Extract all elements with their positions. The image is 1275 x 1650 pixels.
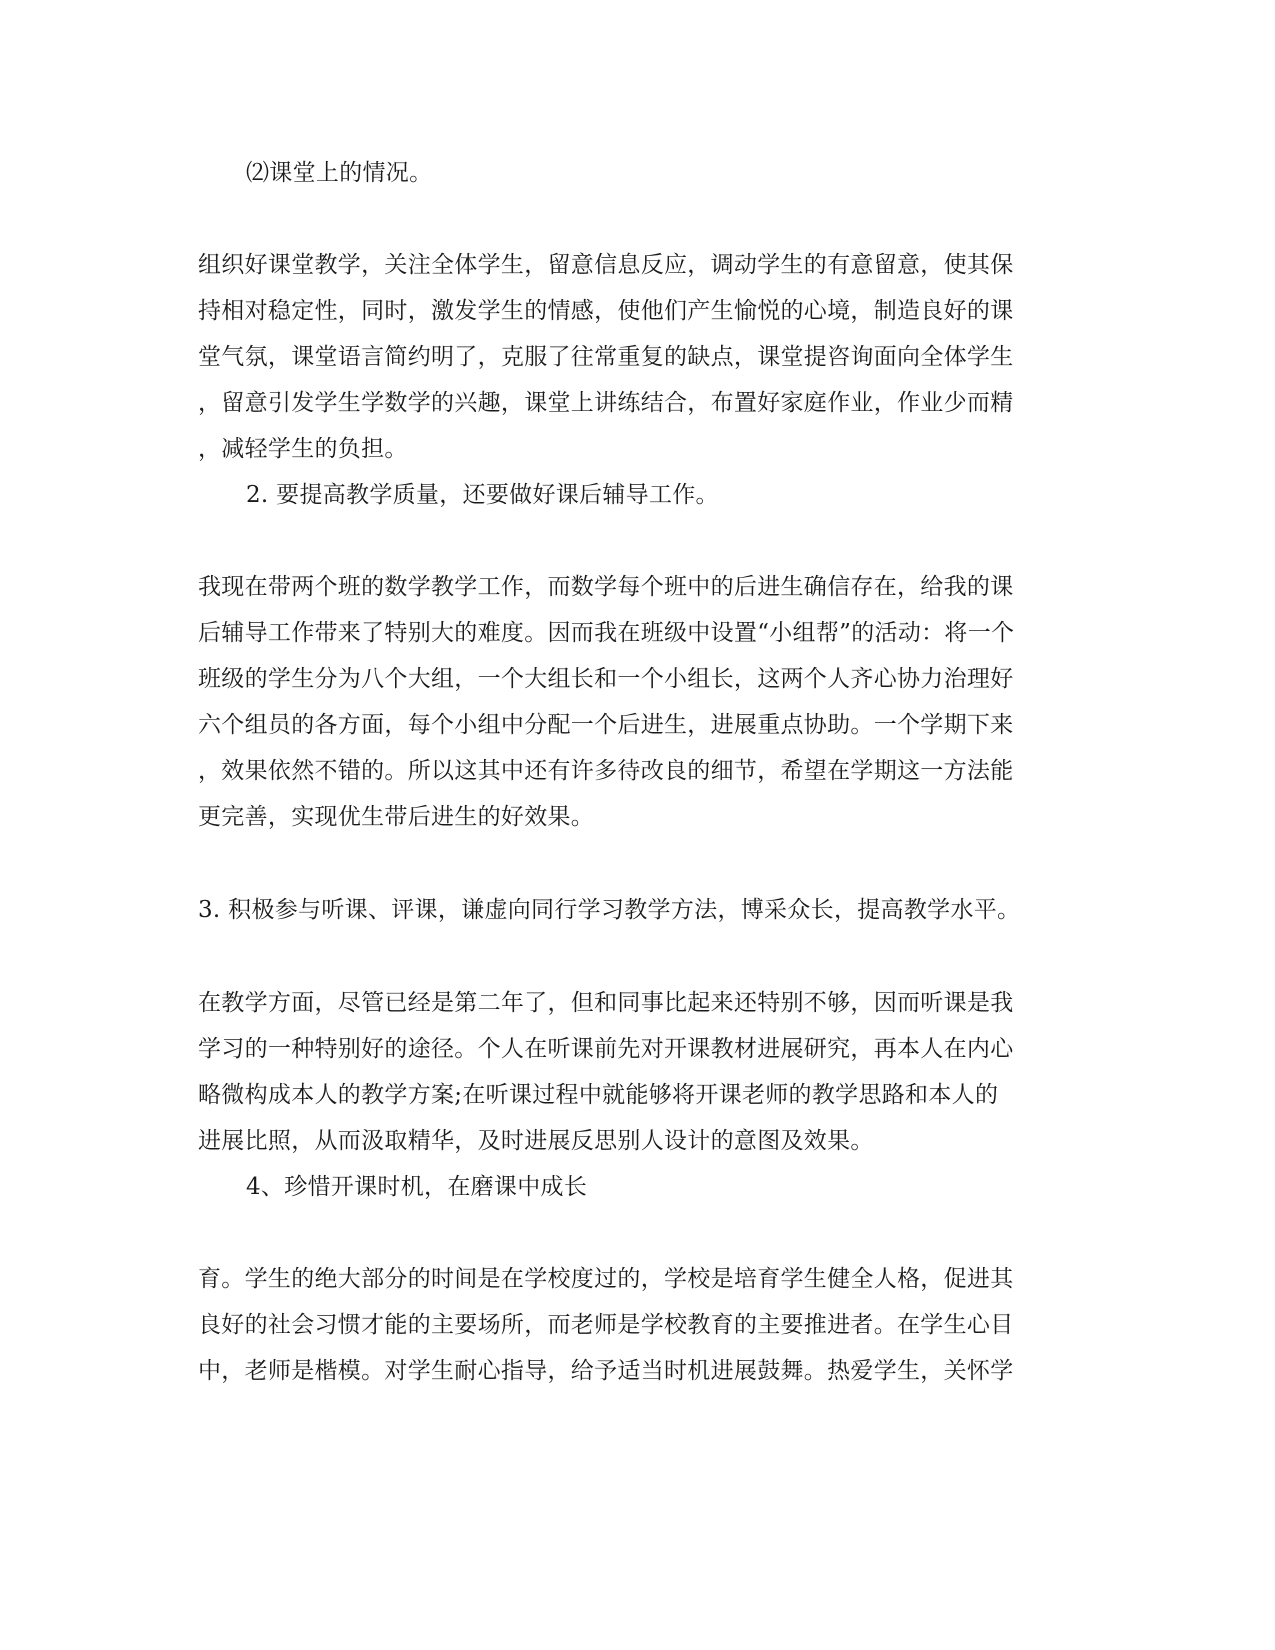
paragraph-line: 良好的社会习惯才能的主要场所，而老师是学校教育的主要推进者。在学生心目 (198, 1312, 1014, 1338)
paragraph-line: 六个组员的各方面，每个小组中分配一个后进生，进展重点协助。一个学期下来 (198, 712, 1014, 738)
paragraph-line: ，留意引发学生学数学的兴趣，课堂上讲练结合，布置好家庭作业，作业少而精 (198, 390, 1014, 416)
paragraph-line: 持相对稳定性，同时，激发学生的情感，使他们产生愉悦的心境，制造良好的课 (198, 298, 1014, 324)
paragraph-line: 我现在带两个班的数学教学工作，而数学每个班中的后进生确信存在，给我的课 (198, 574, 1014, 600)
section-heading-open-class: 4、珍惜开课时机，在磨课中成长 (246, 1174, 588, 1200)
paragraph-line: 育。学生的绝大部分的时间是在学校度过的，学校是培育学生健全人格，促进其 (198, 1266, 1014, 1292)
paragraph-line: ，效果依然不错的。所以这其中还有许多待改良的细节，希望在学期这一方法能 (198, 758, 1014, 784)
paragraph-line: 更完善，实现优生带后进生的好效果。 (198, 804, 595, 830)
section-heading-lesson-observation: 3. 积极参与听课、评课，谦虚向同行学习教学方法，博采众长，提高教学水平。 (198, 897, 1021, 923)
paragraph-line: 学习的一种特别好的途径。个人在听课前先对开课教材进展研究，再本人在内心 (198, 1036, 1014, 1062)
section-heading-classroom: ⑵课堂上的情况。 (246, 160, 433, 186)
paragraph-line: 在教学方面，尽管已经是第二年了，但和同事比起来还特别不够，因而听课是我 (198, 990, 1014, 1016)
paragraph-line: 班级的学生分为八个大组，一个大组长和一个小组长，这两个人齐心协力治理好 (198, 666, 1014, 692)
paragraph-line: 略微构成本人的教学方案;在听课过程中就能够将开课老师的教学思路和本人的 (198, 1082, 999, 1108)
paragraph-line: 堂气氛，课堂语言简约明了，克服了往常重复的缺点，课堂提咨询面向全体学生 (198, 344, 1014, 370)
paragraph-line: 后辅导工作带来了特别大的难度。因而我在班级中设置“小组帮”的活动：将一个 (198, 620, 1015, 646)
section-heading-tutoring: 2. 要提高教学质量，还要做好课后辅导工作。 (246, 482, 719, 508)
paragraph-line: 中，老师是楷模。对学生耐心指导，给予适当时机进展鼓舞。热爱学生，关怀学 (198, 1358, 1014, 1384)
paragraph-line: 进展比照，从而汲取精华，及时进展反思别人设计的意图及效果。 (198, 1128, 874, 1154)
paragraph-line: ，减轻学生的负担。 (198, 436, 408, 462)
paragraph-line: 组织好课堂教学，关注全体学生，留意信息反应，调动学生的有意留意，使其保 (198, 252, 1014, 278)
